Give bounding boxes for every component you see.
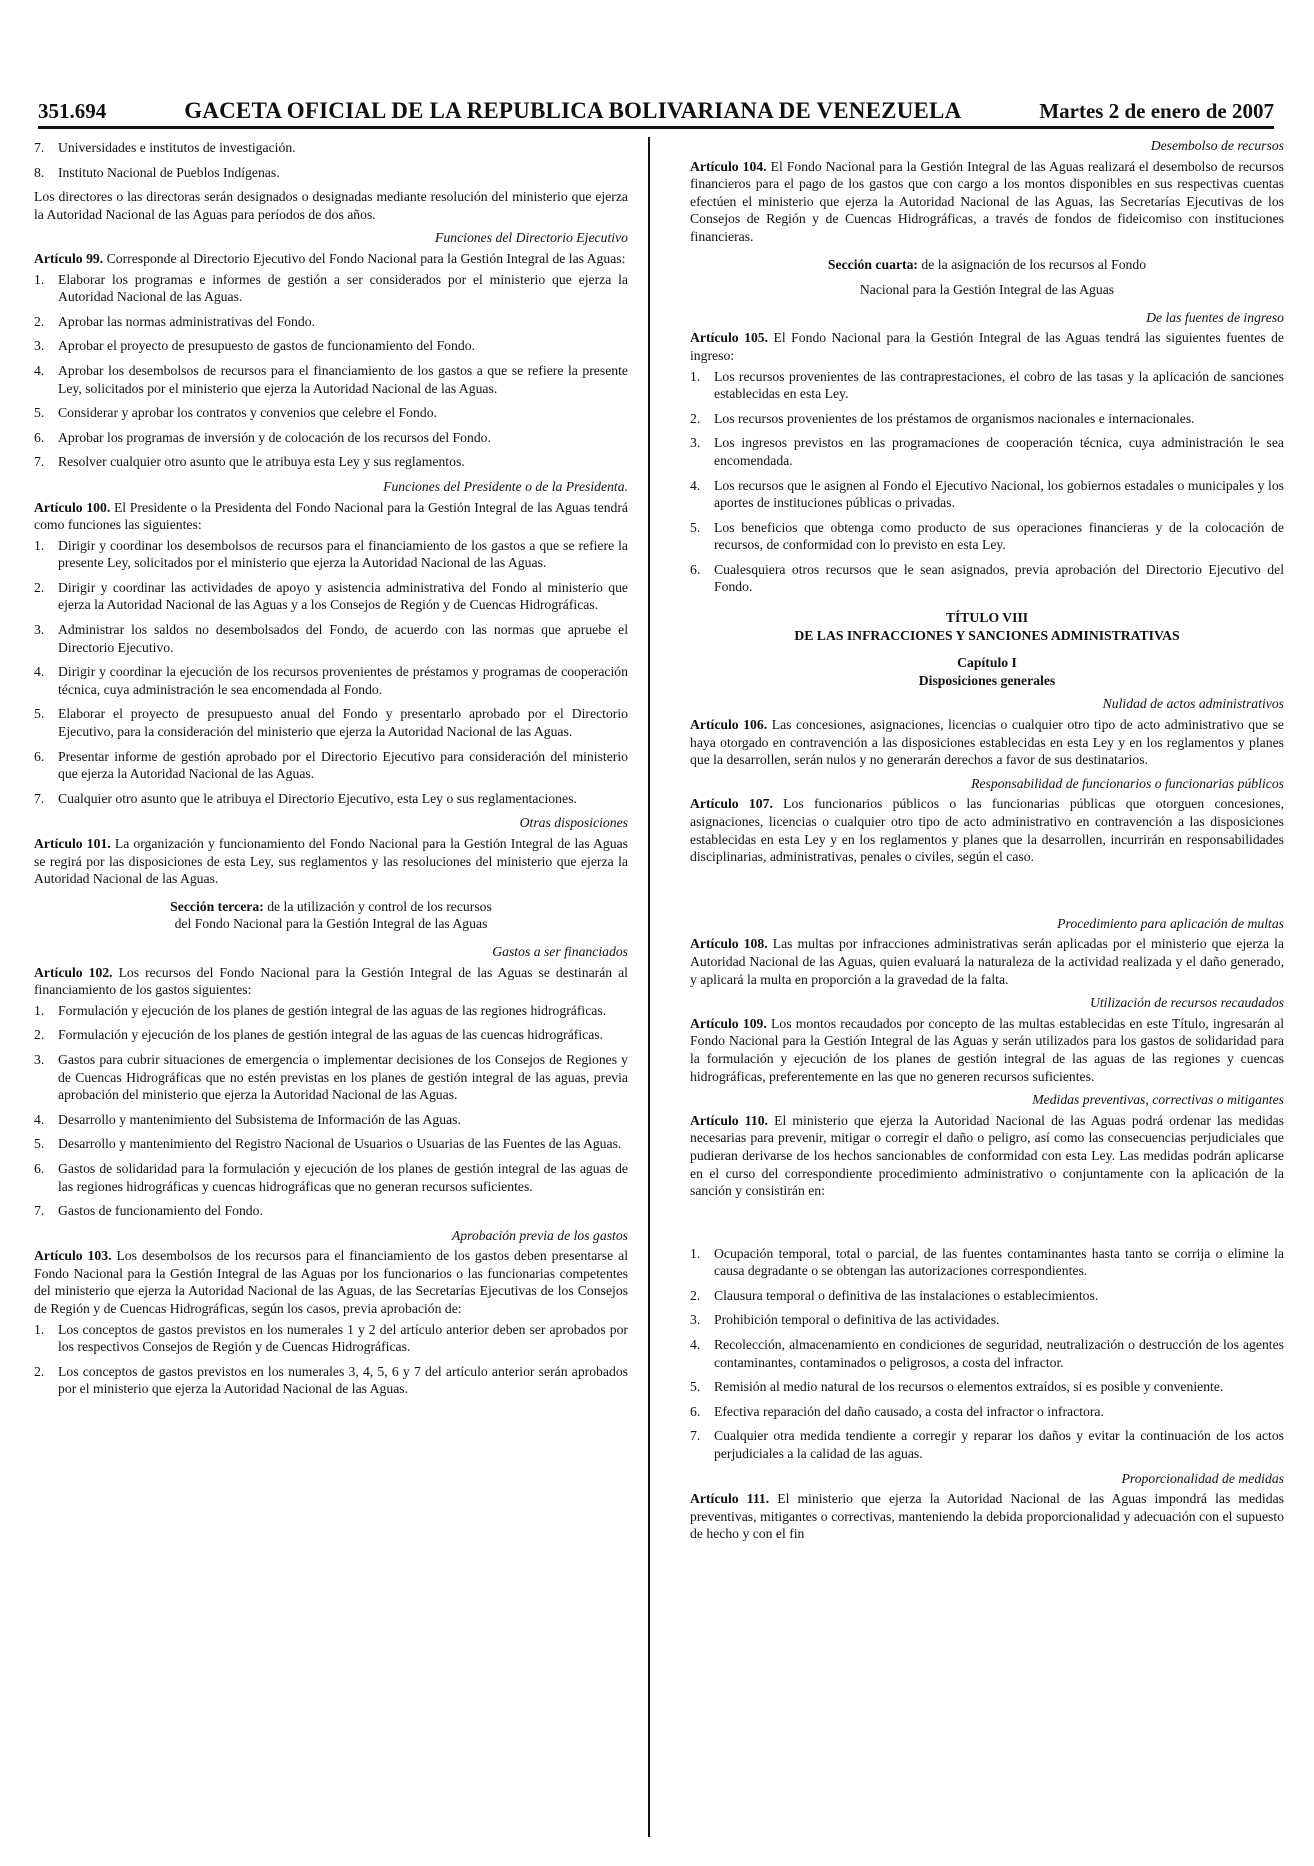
list-item: 2. Los conceptos de gastos previstos en los numerales 3, 4, 5, 6 y 7 del artículo anterior serán aprobados por el ministerio que ejerza la Autoridad Nacional de las Aguas. — [34, 1363, 628, 1397]
title-subheading: DE LAS INFRACCIONES Y SANCIONES ADMINISTRATIVAS — [794, 627, 1180, 643]
list-item: 1. Los recursos provenientes de las contraprestaciones, el cobro de las tasas y la aplicación de sanciones establecidas en esta Ley. — [690, 368, 1284, 402]
list-item: 4. Los recursos que le asignen al Fondo el Ejecutivo Nacional, los gobiernos estadales o municipales y los aportes de instituciones públicas o privadas. — [690, 477, 1284, 511]
list-item: 2. Aprobar las normas administrativas del Fondo. — [34, 313, 315, 329]
list-item: 6. Aprobar los programas de inversión y de colocación de los recursos del Fondo. — [34, 429, 491, 445]
header-rule — [38, 126, 1274, 129]
article-subheading: Funciones del Directorio Ejecutivo — [435, 230, 628, 246]
list-item: 7. Universidades e institutos de investigación. — [34, 140, 296, 155]
article-107: Artículo 107. Los funcionarios públicos o las funcionarias públicas que otorguen concesiones, asignaciones, licencias o cualquier otro tipo de acto administrativo en contravención a las disposiciones establecidas en esta Ley y en los reglamentos y planes que la desarrollen, incurrirán en responsabilidades disciplinarias, administrativas, penales o civiles, según el caso. — [690, 796, 1284, 865]
paragraph: Los directores o las directoras serán designados o designadas mediante resolución del ministerio que ejerza la Autoridad Nacional de las Aguas para períodos de dos años. — [34, 189, 628, 222]
article-subheading: Gastos a ser financiados — [492, 943, 628, 959]
article-subheading: Responsabilidad de funcionarios o funcionarias públicos — [971, 775, 1284, 791]
article-106: Artículo 106. Las concesiones, asignaciones, licencias o cualquier otro tipo de acto administrativo que se haya otorgado en contravención a las disposiciones establecidas en esta Ley y en los reglamentos y planes que la desarrollen, serán nulos y no generarán derechos a favor de sus destinatarios. — [690, 717, 1284, 768]
issue-date: Martes 2 de enero de 2007 — [1039, 99, 1274, 123]
article-subheading: Proporcionalidad de medidas — [1121, 1470, 1284, 1486]
list-item: 1. Elaborar los programas e informes de gestión a ser considerados por el ministerio que ejerza la Autoridad Nacional de las Aguas. — [34, 271, 628, 305]
section-heading: Sección cuarta: de la asignación de los recursos al Fondo Nacional para la Gestión Integral de las Aguas — [827, 256, 1147, 298]
article-subheading: Otras disposiciones — [519, 815, 628, 831]
list-item: 2. Formulación y ejecución de los planes de gestión integral de las aguas de las cuencas hidrográficas. — [34, 1027, 604, 1043]
gazette-header — [38, 90, 1274, 124]
list-item: 1. Formulación y ejecución de los planes de gestión integral de las aguas de las regiones hidrográficas. — [34, 1002, 607, 1018]
list-item: 4. Recolección, almacenamiento en condiciones de seguridad, neutralización o destrucción de los agentes contaminantes, contaminados o peligrosos, a costa del infractor. — [690, 1337, 1284, 1370]
article-103: Artículo 103. Los desembolsos de los recursos para el financiamiento de los gastos deben presentarse al Fondo Nacional para la Gestión Integral de las Aguas por los funcionarios o las funcionarias competentes del ministerio que ejerza la Autoridad Nacional de las Aguas, de las Secretarías Ejecutivas de los Consejos de Región y de Cuencas Hidrográficas, según los casos, previa aprobación de: — [34, 1248, 628, 1317]
section-heading: Sección tercera: de la utilización y control de los recursos del Fondo Nacional para la Gestión Integral de las Aguas — [170, 898, 492, 932]
list-item: 1. Ocupación temporal, total o parcial, de las fuentes contaminantes hasta tanto se corrija o elimine la causa degradante o se obtengan las autorizaciones correspondientes. — [690, 1245, 1284, 1279]
left-column — [34, 137, 628, 1837]
list-item: 7. Gastos de funcionamiento del Fondo. — [34, 1203, 263, 1219]
list-item: 4. Aprobar los desembolsos de recursos para el financiamiento de los gastos a que se refiere la presente Ley, solicitados por el ministerio que ejerza la Autoridad Nacional de las Aguas. — [34, 362, 628, 396]
article-subheading: Procedimiento para aplicación de multas — [1057, 915, 1284, 931]
list-item: 1. Dirigir y coordinar los desembolsos de recursos para el financiamiento de los gastos a que se refiere la presente Ley, solicitados por el ministerio que ejerza la Autoridad Nacional de las Aguas. — [34, 537, 628, 571]
article-105: Artículo 105. El Fondo Nacional para la Gestión Integral de las Aguas tendrá las siguientes fuentes de ingreso: — [690, 330, 1284, 363]
list-item: 6. Efectiva reparación del daño causado, a costa del infractor o infractora. — [690, 1403, 1104, 1419]
article-109: Artículo 109. Los montos recaudados por concepto de las multas establecidas en este Título, ingresarán al Fondo Nacional para la Gestión Integral de las Aguas y serán utilizados para los gastos de solidaridad para la formulación y ejecución de los planes de gestión integral de las aguas de las regiones y cuencas hidrográficas, preferentemente en las que no generen recursos suficientes. — [690, 1015, 1284, 1084]
column-divider — [648, 137, 650, 1837]
page-number: 351.694 — [38, 99, 107, 123]
list-item: 5. Elaborar el proyecto de presupuesto anual del Fondo y presentarlo aprobado por el Directorio Ejecutivo, para la consideración del ministerio que ejerza la Autoridad Nacional de las Aguas. — [34, 706, 628, 740]
list-item: 3. Aprobar el proyecto de presupuesto de gastos de funcionamiento del Fondo. — [34, 338, 475, 354]
list-item: 3. Administrar los saldos no desembolsados del Fondo, de acuerdo con las normas que apruebe el Directorio Ejecutivo. — [34, 622, 628, 655]
article-subheading: Desembolso de recursos — [1150, 138, 1284, 153]
list-item: 2. Los recursos provenientes de los préstamos de organismos nacionales e internacionales. — [690, 410, 1195, 426]
list-item: 4. Desarrollo y mantenimiento del Subsistema de Información de las Aguas. — [34, 1111, 461, 1127]
list-item: 5. Remisión al medio natural de los recursos o elementos extraídos, si es posible y conveniente. — [690, 1379, 1224, 1395]
list-item: 3. Gastos para cubrir situaciones de emergencia o implementar decisiones de los Consejos de Regiones y de Cuencas Hidrográficas que no estén previstas en los planes de gestión integral de las aguas, previa aprobación del ministerio que ejerza la Autoridad Nacional de las Aguas. — [34, 1051, 628, 1103]
article-subheading: Aprobación previa de los gastos — [451, 1227, 628, 1243]
article-subheading: Nulidad de actos administrativos — [1102, 696, 1284, 712]
title-heading: TÍTULO VIII — [945, 610, 1029, 626]
list-item: 6. Cualesquiera otros recursos que le sean asignados, previa aprobación del Directorio Ejecutivo del Fondo. — [690, 561, 1284, 595]
article-subheading: Utilización de recursos recaudados — [1089, 995, 1284, 1011]
article-subheading: Funciones del Presidente o de la Presidenta. — [383, 478, 628, 494]
list-item: 6. Presentar informe de gestión aprobado por el Directorio Ejecutivo para consideración del ministerio que ejerza la Autoridad Nacional de las Aguas. — [34, 748, 628, 782]
article-subheading: De las fuentes de ingreso — [1146, 309, 1284, 325]
article-111: Artículo 111. El ministerio que ejerza la Autoridad Nacional de las Aguas impondrá las medidas preventivas, mitigantes o correctivas, manteniendo la debida proporcionalidad y adecuación con el supuesto de hecho y con el fin — [690, 1491, 1284, 1542]
list-item: 3. Los ingresos previstos en las programaciones de cooperación técnica, cuya administración le sea encomendada. — [690, 435, 1284, 468]
article-110: Artículo 110. El ministerio que ejerza la Autoridad Nacional de las Aguas podrá ordenar las medidas necesarias para prevenir, mitigar o corregir el daño o peligro, así como las consecuencias perjudiciales que pudieran derivarse de los hechos sancionables de conformidad con esta Ley. Las medidas podrán aplicarse en el curso del correspondiente procedimiento administrativo o conjuntamente con la aplicación de la sanción y consistirán en: — [690, 1112, 1284, 1199]
list-item: 5. Considerar y aprobar los contratos y convenios que celebre el Fondo. — [34, 405, 437, 421]
list-item: 4. Dirigir y coordinar la ejecución de los recursos provenientes de préstamos y programas de cooperación técnica, cuya administración le sea encomendada al Fondo. — [34, 664, 628, 697]
article-99: Artículo 99. Corresponde al Directorio Ejecutivo del Fondo Nacional para la Gestión Integral de las Aguas: — [34, 250, 626, 266]
right-column — [690, 137, 1284, 1837]
list-item: 5. Los beneficios que obtenga como producto de sus operaciones financieras y de la colocación de recursos, de conformidad con lo previsto en esta Ley. — [690, 519, 1284, 553]
list-item: 7. Cualquier otro asunto que le atribuya el Directorio Ejecutivo, esta Ley o sus reglamentaciones. — [34, 790, 577, 806]
article-100: Artículo 100. El Presidente o la Presidenta del Fondo Nacional para la Gestión Integral de las Aguas tendrá como funciones las siguientes: — [34, 499, 628, 533]
list-item: 2. Clausura temporal o definitiva de las instalaciones o establecimientos. — [690, 1287, 1099, 1303]
article-104: Artículo 104. El Fondo Nacional para la Gestión Integral de las Aguas realizará el desembolso de recursos financieros para el pago de los gastos que con cargo a los montos disponibles en sus respectivas cuentas efectúen el ministerio que ejerza la Autoridad Nacional de las Aguas, las Secretarías Ejecutivas de los Consejos de Región y de Cuencas Hidrográficas, a través de fondos de fideicomiso con instituciones financieras. — [690, 158, 1284, 244]
article-108: Artículo 108. Las multas por infracciones administrativas serán aplicadas por el ministerio que ejerza la Autoridad Nacional de las Aguas, quien evaluará la naturaleza de la actividad realizada y el daño generado, y aplicará la multa en proporción a la gravedad de la falta. — [690, 936, 1284, 987]
list-item: 8. Instituto Nacional de Pueblos Indígenas. — [34, 164, 280, 180]
chapter-subheading: Disposiciones generales — [918, 672, 1056, 688]
list-item: 7. Resolver cualquier otro asunto que le atribuya esta Ley y sus reglamentos. — [34, 454, 465, 470]
article-subheading: Medidas preventivas, correctivas o mitigantes — [1032, 1092, 1284, 1108]
chapter-heading: Capítulo I — [957, 655, 1017, 671]
list-item: 5. Desarrollo y mantenimiento del Registro Nacional de Usuarios o Usuarias de las Fuentes de las Aguas. — [34, 1136, 622, 1152]
list-item: 3. Prohibición temporal o definitiva de las actividades. — [690, 1312, 1000, 1328]
list-item: 1. Los conceptos de gastos previstos en los numerales 1 y 2 del artículo anterior deben ser aprobados por los respectivos Consejos de Región y de Cuencas Hidrográficas. — [34, 1321, 628, 1355]
list-item: 2. Dirigir y coordinar las actividades de apoyo y asistencia administrativa del Fondo al ministerio que ejerza la Autoridad Nacional de las Aguas y a los Consejos de Región y de Cuencas Hidrográficas. — [34, 579, 628, 613]
gazette-title: GACETA OFICIAL DE LA REPUBLICA BOLIVARIANA DE VENEZUELA — [184, 98, 962, 123]
list-item: 6. Gastos de solidaridad para la formulación y ejecución de los planes de gestión integral de las aguas de las regiones hidrográficas y cuencas hidrográficas que no generan recursos suficientes. — [34, 1160, 628, 1194]
article-101: Artículo 101. La organización y funcionamiento del Fondo Nacional para la Gestión Integral de las Aguas se regirá por las disposiciones de esta Ley, sus reglamentos y las resoluciones del ministerio que ejerza la Autoridad Nacional de las Aguas. — [34, 836, 628, 887]
article-102: Artículo 102. Los recursos del Fondo Nacional para la Gestión Integral de las Aguas se destinarán al financiamiento de los gastos siguientes: — [34, 964, 628, 998]
list-item: 7. Cualquier otra medida tendiente a corregir y reparar los daños y evitar la continuación de los actos perjudiciales a la calidad de las aguas. — [690, 1428, 1284, 1462]
